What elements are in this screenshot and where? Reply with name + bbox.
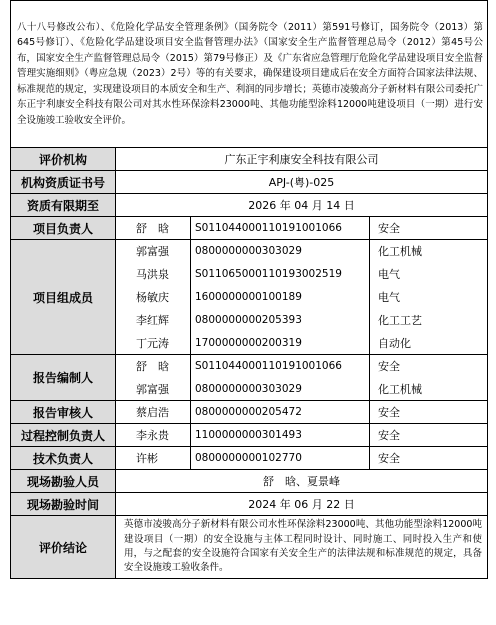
- cert-label: 机构资质证书号: [11, 171, 116, 194]
- team-member-cert: 1700000000200319: [191, 332, 370, 355]
- validity-row: [11, 194, 488, 217]
- team-member-spec: 化工工艺: [370, 309, 488, 332]
- conclusion-text: 英德市凌骏高分子新材料有限公司水性环保涂料23000吨、其他功能型涂料12000吨建设项目（一期）的安全设施与主体工程同时设计、同时施工、同时投入生产和使用，与之配套的安全设施符合国家有关安全生产的法律法规和标准规范的规定，具备安全设施竣工验收条件。: [116, 516, 488, 579]
- survey-staff-label: 现场勘验人员: [11, 470, 116, 493]
- team-member-spec: 自动化: [370, 332, 488, 355]
- team-member-name: 丁元涛: [116, 332, 191, 355]
- tech-lead-cert: 0800000000102770: [191, 447, 370, 470]
- report-writer-name: 郭富强: [116, 378, 191, 401]
- tech-lead-spec: 安全: [370, 447, 488, 470]
- survey-time-row: [11, 493, 488, 516]
- team-member-cert: S011065000110193002519: [191, 263, 370, 286]
- report-writer-spec: 安全: [370, 355, 488, 378]
- tech-lead-label: 技术负责人: [11, 447, 116, 470]
- survey-time-label: 现场勘验时间: [11, 493, 116, 516]
- reviewer-cert: 0800000000205472: [191, 401, 370, 424]
- tech-lead-name: 许彬: [116, 447, 191, 470]
- process-lead-spec: 安全: [370, 424, 488, 447]
- validity-label: 资质有限期至: [11, 194, 116, 217]
- team-member-name: 李红辉: [116, 309, 191, 332]
- team-member-spec: 电气: [370, 286, 488, 309]
- tech-lead-row: [11, 447, 488, 470]
- project-lead-label: 项目负责人: [11, 217, 116, 240]
- team-member-cert: 0800000000205393: [191, 309, 370, 332]
- project-lead-row: [11, 217, 488, 240]
- team-member-spec: 化工机械: [370, 240, 488, 263]
- process-lead-row: [11, 424, 488, 447]
- report-writer-cert: S011044000110191001066: [191, 355, 370, 378]
- cert-value: APJ-(粤)-025: [116, 171, 488, 194]
- survey-staff-value: 舒 晗、夏景峰: [116, 470, 488, 493]
- process-lead-label: 过程控制负责人: [11, 424, 116, 447]
- reviewer-label: 报告审核人: [11, 401, 116, 424]
- org-value: 广东正宇利康安全科技有限公司: [116, 148, 488, 171]
- report-writer-cert: 0800000000303029: [191, 378, 370, 401]
- survey-time-value: 2024 年 06 月 22 日: [116, 493, 488, 516]
- team-label: 项目组成员: [11, 240, 116, 355]
- reviewer-name: 蔡启浩: [116, 401, 191, 424]
- report-writer-name: 舒 晗: [116, 355, 191, 378]
- reviewer-row: [11, 401, 488, 424]
- cert-row: [11, 171, 488, 194]
- team-member-row: [11, 240, 488, 263]
- org-label: 评价机构: [11, 148, 116, 171]
- org-row: [11, 148, 488, 171]
- project-lead-cert: S011044000110191001066: [191, 217, 370, 240]
- survey-staff-row: [11, 470, 488, 493]
- process-lead-name: 李永贵: [116, 424, 191, 447]
- team-member-cert: 1600000000100189: [191, 286, 370, 309]
- intro-row: [11, 1, 488, 148]
- team-member-name: 郭富强: [116, 240, 191, 263]
- project-lead-name: 舒 晗: [116, 217, 191, 240]
- conclusion-label: 评价结论: [11, 516, 116, 579]
- team-member-spec: 电气: [370, 263, 488, 286]
- report-writer-row: [11, 355, 488, 378]
- validity-value: 2026 年 04 月 14 日: [116, 194, 488, 217]
- intro-text: 八十八号修改公布）、《危险化学品安全管理条例》（国务院令（2011）第591号修订，国务院令（2013）第645号修订）、《危险化学品建设项目安全监督管理办法》（国家安全生产监督管理总局令（2012）第45号公布，国家安全生产监督管理总局令（2015）第79号修正）及《广东省应急管理厅危险化学品建设项目安全监督管理实施细则》（粤应急规（2023）2号）等的有关要求，确保建设项目建成后在安全方面符合国家法律法规、标准规范的规定，实现建设项目的本质安全和生产、利润的同步增长；英德市凌骏高分子新材料有限公司委托广东正宇利康安全科技有限公司对其水性环保涂料23000吨、其他功能型涂料12000吨建设项目（一期）进行安全设施竣工验收安全评价。: [11, 1, 488, 148]
- evaluation-info-table: [10, 0, 488, 579]
- report-writer-spec: 化工机械: [370, 378, 488, 401]
- evaluation-info-page: [10, 0, 487, 618]
- report-writers-label: 报告编制人: [11, 355, 116, 401]
- project-lead-spec: 安全: [370, 217, 488, 240]
- conclusion-row: [11, 516, 488, 579]
- team-member-name: 马洪泉: [116, 263, 191, 286]
- team-member-name: 杨敏庆: [116, 286, 191, 309]
- process-lead-cert: 1100000000301493: [191, 424, 370, 447]
- reviewer-spec: 安全: [370, 401, 488, 424]
- team-member-cert: 0800000000303029: [191, 240, 370, 263]
